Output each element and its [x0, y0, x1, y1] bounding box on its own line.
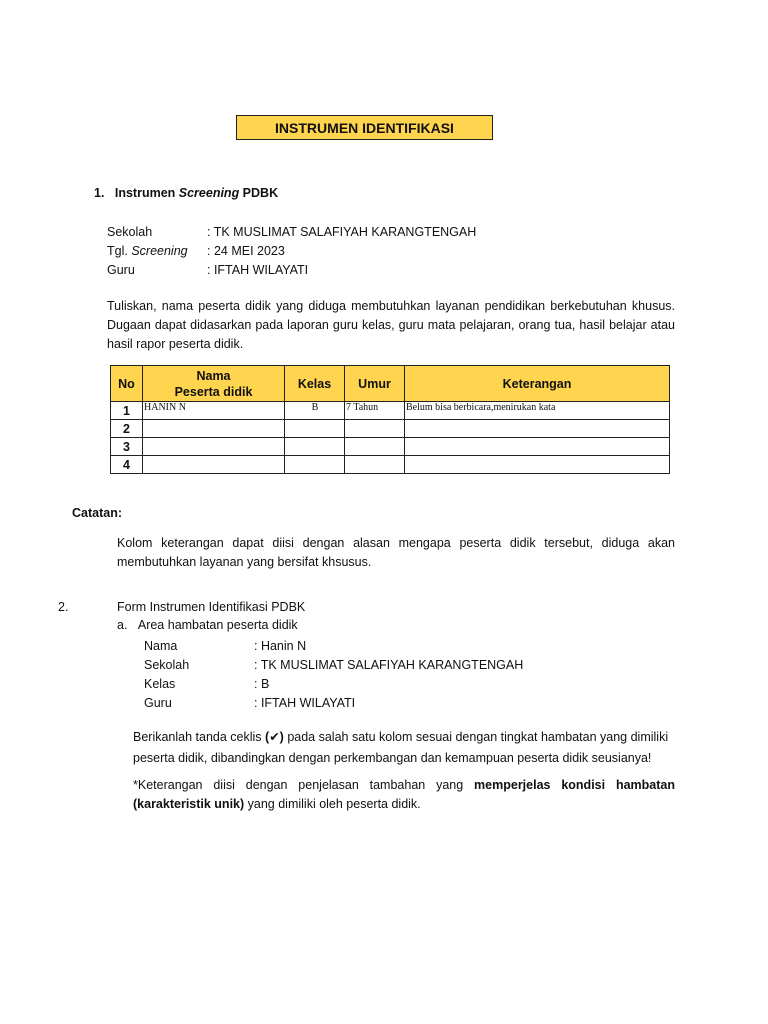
screening-table [110, 365, 670, 474]
field-sekolah-value: : TK MUSLIMAT SALAFIYAH KARANGTENGAH [207, 225, 477, 239]
cell-kelas[interactable] [285, 438, 345, 456]
cell-keterangan[interactable] [405, 438, 670, 456]
field-tgl-value: : 24 MEI 2023 [207, 244, 285, 258]
s2-field-sekolah-label: Sekolah [144, 658, 190, 672]
table-header-row [111, 366, 670, 402]
s2-field-guru-label: Guru [144, 696, 172, 710]
s2-field-sekolah-value: : TK MUSLIMAT SALAFIYAH KARANGTENGAH [254, 658, 524, 672]
cell-nama[interactable]: HANIN N [143, 402, 285, 420]
document-title [236, 115, 493, 140]
field-tgl-label [107, 242, 207, 261]
header-nama [143, 366, 285, 402]
cell-keterangan[interactable]: Belum bisa berbicara,menirukan kata [405, 402, 670, 420]
s2-field-guru [144, 694, 523, 713]
section2-note-post: yang dimiliki oleh peserta didik. [244, 797, 421, 811]
cell-no: 1 [111, 402, 143, 420]
header-nama-line2: Peserta didik [174, 384, 253, 399]
cell-kelas[interactable] [285, 420, 345, 438]
section2-instruction [133, 727, 675, 769]
field-tgl-label-italic: Screening [131, 244, 188, 258]
field-sekolah-label [107, 223, 207, 242]
cell-kelas[interactable] [285, 456, 345, 474]
header-kelas: Kelas [285, 366, 345, 402]
s2-field-nama-value: : Hanin N [254, 639, 307, 653]
table-row [111, 456, 670, 474]
cell-no: 2 [111, 420, 143, 438]
field-tgl-screening [107, 242, 476, 261]
catatan-label: Catatan: [72, 506, 123, 520]
cell-kelas[interactable]: B [285, 402, 345, 420]
section2-heading: Form Instrumen Identifikasi PDBK [117, 600, 306, 614]
section1-heading-italic: Screening [178, 186, 240, 200]
section1-heading-pre: Instrumen [114, 186, 179, 200]
field-guru [107, 261, 476, 280]
cell-keterangan[interactable] [405, 420, 670, 438]
s2-field-guru-value: : IFTAH WILAYATI [254, 696, 356, 710]
section2-fields [144, 637, 523, 713]
header-keterangan: Keterangan [405, 366, 670, 402]
catatan-text: Kolom keterangan dapat diisi dengan alasan mengapa peserta didik tersebut, diduga akan membutuhkan layanan yang bersifat khsusus. [117, 536, 675, 569]
cell-umur[interactable]: 7 Tahun [345, 402, 405, 420]
section2-note [133, 776, 675, 814]
table-row [111, 438, 670, 456]
section2-sub-heading-text: Area hambatan peserta didik [137, 618, 298, 632]
field-guru-label-text: Guru [107, 263, 135, 277]
section2-note-pre: *Keterangan diisi dengan penjelasan tambahan yang [133, 778, 475, 792]
s2-field-kelas-value: : B [254, 677, 270, 691]
cell-no: 4 [111, 456, 143, 474]
section1-heading [94, 186, 278, 200]
section2-instruction-post: pada salah satu kolom sesuai dengan tingkat hambatan yang dimiliki peserta didik, dibandingkan dengan perkembangan dan kemampuan peserta didik seusianya! [133, 730, 669, 765]
s2-field-nama-label: Nama [144, 639, 178, 653]
s2-field-nama [144, 637, 523, 656]
s2-field-kelas-label: Kelas [144, 677, 176, 691]
section1-heading-post: PDBK [239, 186, 279, 200]
table-row [111, 420, 670, 438]
document-title-text: INSTRUMEN IDENTIFIKASI [275, 119, 454, 136]
field-guru-value: : IFTAH WILAYATI [207, 263, 309, 277]
section2-number: 2. [58, 600, 69, 614]
field-sekolah [107, 223, 476, 242]
header-umur: Umur [345, 366, 405, 402]
cell-nama[interactable] [143, 456, 285, 474]
field-sekolah-label-text: Sekolah [107, 225, 153, 239]
section1-instruction: Tuliskan, nama peserta didik yang diduga membutuhkan layanan pendidikan berkebutuhan khusus. Dugaan dapat didasarkan pada laporan guru kelas, guru mata pelajaran, orang tua, hasil belajar atau hasil rapor peserta didik. [107, 299, 675, 351]
cell-umur[interactable] [345, 420, 405, 438]
cell-nama[interactable] [143, 438, 285, 456]
section2-instruction-pre: Berikanlah tanda ceklis [133, 730, 266, 744]
s2-field-kelas [144, 675, 523, 694]
field-tgl-label-text: Tgl. [107, 244, 132, 258]
cell-keterangan[interactable] [405, 456, 670, 474]
cell-umur[interactable] [345, 456, 405, 474]
section1-number: 1. [94, 186, 105, 200]
section2-subheading [117, 618, 298, 632]
field-guru-label [107, 261, 207, 280]
cell-nama[interactable] [143, 420, 285, 438]
table-row [111, 402, 670, 420]
header-nama-line1: Nama [196, 368, 231, 383]
section2-sub-letter: a. [117, 618, 128, 632]
header-no: No [111, 366, 143, 402]
cell-umur[interactable] [345, 438, 405, 456]
check-mark-icon: (✔) [265, 730, 284, 744]
s2-field-sekolah [144, 656, 523, 675]
cell-no: 3 [111, 438, 143, 456]
section2-note-bold: memperjelas kondisi hambatan (karakteristik unik) [133, 778, 675, 811]
section1-fields [107, 223, 476, 280]
